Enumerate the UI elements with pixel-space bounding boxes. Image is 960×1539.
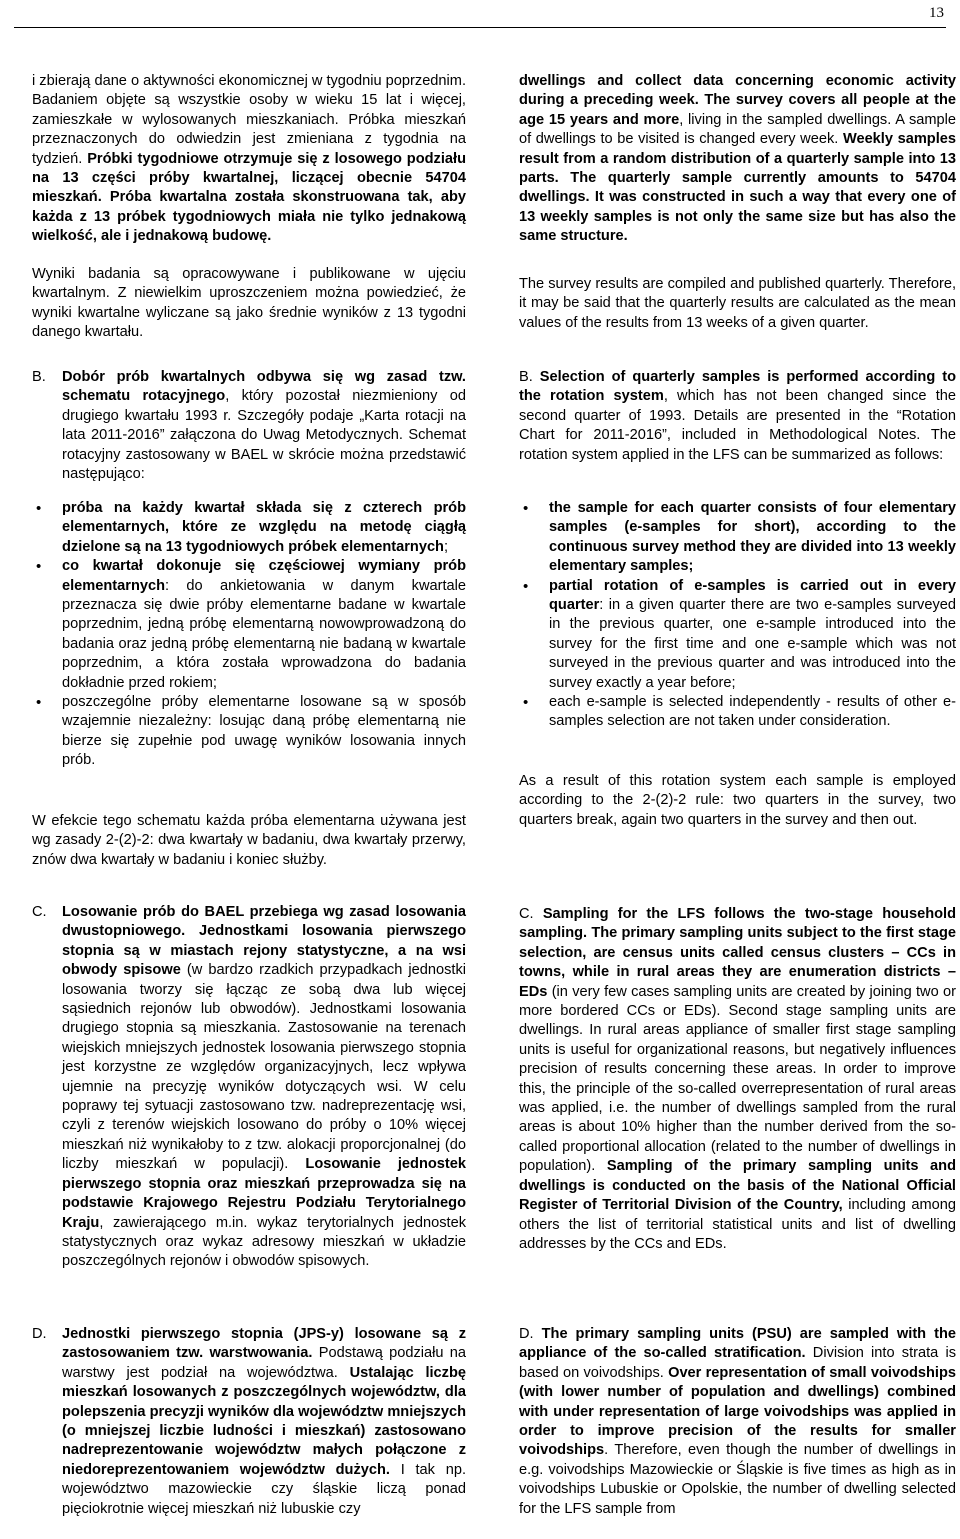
results-text: The survey results are compiled and published quarterly. Therefore, it may be said that the quarterly results are calculated as the mean values of the results from 13 weeks of a given quarter. xyxy=(519,276,956,331)
section-letter: C. xyxy=(32,904,47,920)
text-run: including among others the list of territorial statistical units and list of dwelling addresses by the CCs and EDs. xyxy=(519,1197,956,1252)
text-run: , which has not been changed since the second quarter of 1993. Details are presented in the “Rotation Chart for 2011-2016”, included in Methodological Notes. The rotation system applied in the LFS can be summarized as follows: xyxy=(519,388,956,463)
bold-text-run: próba na każdy kwartał składa się z czterech prób elementarnych, które ze względu na metodę ciągłą dzielone są na 13 tygodniowych próbek elementarnych xyxy=(62,500,466,555)
bullet-item xyxy=(519,499,956,577)
section-letter: B. xyxy=(32,369,46,385)
bold-text-run: Over representation of small voivodships (with lower number of population and dwellings) combined with under representation of large voivodships was applied in order to improve precision of the results for smaller voivodships xyxy=(519,1364,957,1459)
text-run: , zawierającego m.in. wykaz terytorialnych jednostek statystycznych oraz wykaz adresowy mieszkań w układzie poszczególnych rejonów i obwodów spisowych. xyxy=(62,1214,466,1270)
bold-text-run: Jednostki pierwszego stopnia (JPS-y) losowane są z zastosowaniem tzw. warstwowania. xyxy=(62,1326,466,1362)
section-letter: B. xyxy=(519,369,533,385)
text-run: each e-sample is selected independently - results of other e-samples selection are not taken under consideration. xyxy=(549,694,956,730)
bold-text-run: Sampling for the LFS follows the two-stage household sampling. The primary sampling units subject to the first stage selection, are census units called census clusters – CCs in towns, while in rural areas they are enumeration districts – EDs xyxy=(519,906,956,1000)
bold-text-run: Weekly samples result from a random distribution of a quarterly sample into 13 parts. The quarterly sample currently amounts to 54704 dwellings. It was constructed in such a way that every one of 13 weekly samples is not only the same size but has also the same structure. xyxy=(519,131,957,245)
bold-text-run: co kwartał dokonuje się częściowej wymiany prób elementarnych xyxy=(62,558,466,594)
paragraph-intro xyxy=(32,72,466,247)
text-run: : in a given quarter there are two e-samples surveyed in the previous quarter, one e-sample introduced into the survey for the first time and one e-sample which was not surveyed in the previous quarter and was introduced into the survey exactly a year before; xyxy=(549,597,956,691)
page-number: 13 xyxy=(929,5,944,21)
text-run: poszczególne próby elementarne losowane są w sposób wzajemnie niezależny: losując daną próbę elementarną nie bierze się zupełnie pod uwagę wyników losowania innych prób. xyxy=(62,694,466,769)
paragraph-results xyxy=(32,265,466,343)
bold-text-run: The primary sampling units (PSU) are sampled with the appliance of the so-called stratification. xyxy=(519,1326,956,1362)
section-b xyxy=(32,368,466,484)
paragraph-intro xyxy=(519,72,956,247)
bold-text-run: the sample for each quarter consists of four elementary samples (e-samples for short), according to the continuous survey method they are divided into 13 weekly elementary samples; xyxy=(549,500,956,575)
bold-text-run: Losowanie prób do BAEL przebiega wg zasad losowania dwustopniowego. Jednostkami losowania pierwszego stopnia są w miastach rejony statystyczne, a na wsi obwody spisowe xyxy=(62,904,466,979)
bold-text-run: partial rotation of e-samples is carried out in every quarter xyxy=(549,577,956,614)
bullet-list xyxy=(32,499,466,771)
effect-text: W efekcie tego schematu każda próba elementarna używana jest wg zasady 2-(2)-2: dwa kwartały w badaniu, dwa kwartały przerwy, znów dwa kwartały w badaniu i koniec służby. xyxy=(32,813,466,868)
bold-text-run: Ustalając liczbę mieszkań losowanych z poszczególnych województw, dla polepszenia precyzji wyników dla województw mniejszych (o mniejszej liczbie ludności i mieszkań) zastosowano nadreprezentowanie województw małych połączone z niedoreprezentowaniem województw dużych. xyxy=(62,1364,467,1478)
bold-text-run: Dobór prób kwartalnych odbywa się wg zasad tzw. schematu rotacyjnego xyxy=(62,369,466,405)
paragraph-effect xyxy=(519,772,956,830)
bullet-item xyxy=(32,693,466,771)
section-c xyxy=(519,905,956,1254)
bold-text-run: Losowanie jednostek pierwszego stopnia oraz mieszkań przeprowadza się na podstawie Krajowego Rejestru Podziału Terytorialnego Kraju xyxy=(62,1156,466,1231)
text-run: , living in the sampled dwellings. A sample of dwellings to be visited is changed every week. xyxy=(519,111,956,148)
effect-text: As a result of this rotation system each sample is employed according to the 2-(2)-2 rule: two quarters in the survey, two quarters break, again two quarters in the survey and then out. xyxy=(519,773,956,828)
bullet-item xyxy=(519,577,956,693)
section-c xyxy=(32,903,466,1272)
section-b xyxy=(519,368,956,465)
bold-text-run: Próbki tygodniowe otrzymuje się z losowego podziału na 13 części próby kwartalnej, liczącej obecnie 54704 mieszkań. Próba kwartalna została skonstruowana tak, aby każda z 13 próbek tygodniowych miała nie tylko jednakową wielkość, ale i jednakową budowę. xyxy=(32,150,466,245)
results-text: Wyniki badania są opracowywane i publikowane w ujęciu kwartalnym. Z niewielkim uproszczeniem można powiedzieć, że wyniki kwartalne wyliczane są jako średnie wyników z 13 tygodni danego kwartału. xyxy=(32,266,466,341)
bullet-item xyxy=(32,499,466,557)
text-run: , który pozostał niezmieniony od drugiego kwartału 1993 r. Szczegóły podaje „Karta rotacji na lata 2011-2016” załączona do Uwag Metodycznych. Schemat rotacyjny zastosowany w BAEL w skrócie można przedstawić następująco: xyxy=(62,388,466,483)
text-run: (w bardzo rzadkich przypadkach jednostki losowania tworzy się łącząc ze sobą dwa lub więcej sąsiednich rejonów lub obwodów). Jednostkami losowania drugiego stopnia są mieszkania. Zastosowanie na terenach wiejskich mniejszych jednostek losowania pierwszego stopnia jest korzystne ze względów organizacyjnych, lecz wpływa ujemnie na precyzję wyników dotyczących wsi. W celu poprawy tej sytuacji zastosowano tzw. nadreprezentację wsi, czyli z terenów wiejskich losowano do próby o 10% więcej mieszkań niż wynikałoby to z tzw. alokacji proporcjonalnej (do liczby mieszkań w populacji). xyxy=(62,962,467,1173)
section-letter: D. xyxy=(32,1326,47,1342)
section-d xyxy=(32,1325,466,1519)
text-run: ; xyxy=(443,538,449,555)
bold-text-run: Selection of quarterly samples is performed according to the rotation system xyxy=(519,369,956,405)
bold-text-run: Sampling of the primary sampling units and dwellings is conducted on the basis of the National Official Register of Territorial Division of the Country, xyxy=(519,1158,956,1214)
text-run: i zbierają dane o aktywności ekonomicznej w tygodniu poprzednim. Badaniem objęte są wszystkie osoby w wieku 15 lat i więcej, zamieszkałe w wylosowanych mieszkaniach. Próbka mieszkań przeznaczonych do odwiedzin jest zmieniana z tygodnia na tydzień. xyxy=(32,73,466,167)
bullet-item xyxy=(32,557,466,693)
bullet-list xyxy=(519,499,956,732)
text-run: (in very few cases sampling units are created by joining two or more bordered CCs or EDs). Second stage sampling units are dwellings. In rural areas appliance of smaller first stage sampling units is useful for organizational reasons, but negatively influences precision of results concerning these areas. In order to improve this, the principle of the so-called overrepresentation of rural areas was applied, i.e. the number of dwellings sampled from the rural areas is about 10% higher than the number derived from the so-called proportional allocation (related to the number of dwellings in population). xyxy=(519,983,956,1175)
text-run: I tak np. województwo mazowieckie czy śląskie liczą ponad pięciokrotnie więcej mieszkań niż lubuskie czy xyxy=(62,1461,466,1517)
section-letter: D. xyxy=(519,1326,534,1342)
text-run: Division into strata is based on voivodships. xyxy=(519,1345,956,1381)
text-run: Podstawą podziału na warstwy jest podział na województwa. xyxy=(62,1345,466,1381)
section-d xyxy=(519,1325,956,1519)
bold-text-run: dwellings and collect data concerning economic activity during a preceding week. The survey covers all people at the age 15 years and more xyxy=(519,73,956,128)
section-letter: C. xyxy=(519,906,534,922)
paragraph-effect xyxy=(32,812,466,870)
header-rule xyxy=(14,27,946,28)
text-run: : do ankietowania w danym kwartale przeznacza się dwie próby elementarne badane w kwartale poprzednim, jedną próbę elementarną nowowprowadzoną do badania oraz jedną próbę elementarną nie badaną w kwartale poprzednim, a która została wprowadzona do badania dokładnie przed rokiem; xyxy=(62,577,466,691)
text-run: . Therefore, even though the number of dwellings in e.g. voivodships Mazowieckie or Śląskie is five times as high as in voivodships Lubuskie or Opolskie, the number of dwelling selected for the LFS sample from xyxy=(519,1442,956,1517)
bullet-item xyxy=(519,693,956,732)
paragraph-results xyxy=(519,275,956,333)
